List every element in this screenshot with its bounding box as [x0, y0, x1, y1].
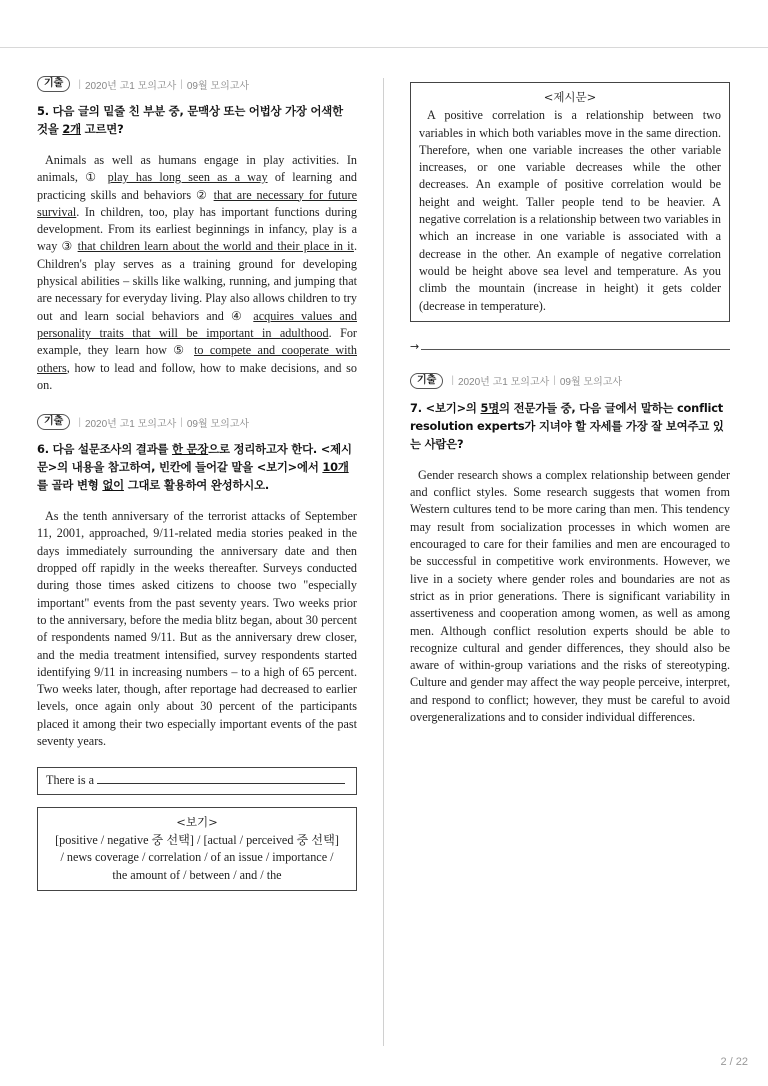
page-number: 2 / 22 [720, 1056, 748, 1068]
q6-exam: 2020년 고1 모의고사 [84, 418, 177, 430]
q6-tag-badge: 기출 [37, 414, 70, 430]
q5-passage: Animals as well as humans engage in play activities. In animals, ① play has long seen as a way of learning and practicing skills and behaviors ② that are necessary for future survival. In children, too, play has important functions during development. From its earliest beginnings in infancy, play is a way ③ that children learn about the world and their place in it. Children's play serves as a training ground for developing physical abilities – skills like walking, running, and jumping that are necessary for everyday living. Play also allows children to try out and learn social behaviors and ④ acquires values and personality traits that will be important in adulthood. For example, they learn how ⑤ to compete and cooperate with others, how to lead and follow, how to make decisions, and so on. [37, 153, 358, 392]
q6-answer-line [410, 340, 730, 353]
q6-answer-prefix: There is a [46, 773, 95, 788]
arrow-icon: → [410, 339, 420, 353]
jesi-title: <제시문> [543, 90, 597, 104]
q7-question: 7. <보기>의 5명의 전문가들 중, 다음 글에서 말하는 conflict resolution experts가 지녀야 할 자세를 가장 잘 보여주고 있는 사람은? [410, 400, 724, 451]
bogi-line-2: / news coverage / correlation / of an issue / importance / [60, 850, 334, 865]
bogi-line-3: the amount of / between / and / the [112, 867, 282, 882]
q5-source: 기출 | 2020년 고1 모의고사 | 09월 모의고사 [37, 76, 357, 92]
left-column [37, 76, 357, 891]
q6-bogi-box [37, 807, 357, 891]
bogi-line-1: [positive / negative 중 선택] / [actual / perceived 중 선택] [55, 832, 339, 847]
q6-month: 09월 모의고사 [186, 418, 250, 430]
header-divider [0, 47, 768, 48]
q5-exam: 2020년 고1 모의고사 [84, 80, 177, 92]
column-divider [383, 78, 384, 1046]
bogi-title: <보기> [176, 814, 218, 829]
q5-month: 09월 모의고사 [186, 80, 250, 92]
jesi-text: A positive correlation is a relationship between two variables in which both variables move in the same direction. Therefore, when one variable increases the other variable increases, or one variable decreases while the other decreases. An example of positive correlation would be height and weight. Taller people tend to be heavier. A negative correlation is a relationship between two variables in which an increase in one variable is associated with a decrease in the other. An example of negative correlation would be height above sea level and temperature. As you climb the mountain (increase in height) it gets colder (decrease in temperature). [419, 108, 721, 313]
q6-answer-underline[interactable] [421, 348, 730, 350]
q5-tag-badge: 기출 [37, 76, 70, 92]
q6-passage: As the tenth anniversary of the terrorist attacks of September 11, 2001, approached, 9/11-related media stories peaked in the days immediately surrounding the anniversary date and then dropped off rapidly in the weeks thereafter. Surveys conducted during those times asked citizens to choose two "especially important" events from the past seventy years. Two weeks prior to the anniversary, before the media blitz began, about 30 percent of respondents named 9/11. But as the anniversary drew closer, and the media treatment intensified, survey respondents started identifying 9/11 in increasing numbers – to a high of 65 percent. Two weeks later, though, after reportage had decreased to earlier levels, once again only about 30 percent of the participants placed it among their two especially important events of the past seventy years. [37, 509, 357, 749]
q7-exam: 2020년 고1 모의고사 [457, 377, 550, 389]
q6-source: 기출 | 2020년 고1 모의고사 | 09월 모의고사 [37, 414, 357, 430]
jesi-box [410, 82, 730, 322]
q7-tag-badge: 기출 [410, 373, 443, 389]
q6-answer-box [37, 767, 357, 794]
q5-question: 5. 다음 글의 밑줄 친 부분 중, 문맥상 또는 어법상 가장 어색한 것을 2개 고르면? [37, 104, 343, 136]
q6-answer-blank[interactable] [97, 773, 345, 784]
q7-month: 09월 모의고사 [559, 377, 623, 389]
right-column [410, 82, 730, 726]
q7-passage: Gender research shows a complex relationship between gender and conflict styles. Some research suggests that women from Western cultures tend to be more caring than men. This tendency may result from socialization processes in which women are encouraged to care for their families and men are encouraged to be successful in competitive work environments. However, we live in a society where gender roles and boundaries are not as strict as in prior generations. There is significant variability in assertiveness and cooperation among women, as well as among men. Although conflict resolution experts should be able to recognize cultural and gender differences, they should also be aware of within-group variations and the risks of stereotyping. Culture and gender may affect the way people perceive, interpret, and respond to conflict; however, they must be careful to avoid overgeneralizations and to consider individual differences. [410, 467, 730, 725]
q6-question: 6. 다음 설문조사의 결과를 한 문장으로 정리하고자 한다. <제시문>의 내용을 참고하여, 빈칸에 들어갈 말을 <보기>에서 10개를 골라 변형 없이 그대로 활용하여 완성하시오. [37, 442, 352, 493]
q7-source: 기출 | 2020년 고1 모의고사 | 09월 모의고사 [410, 373, 730, 389]
